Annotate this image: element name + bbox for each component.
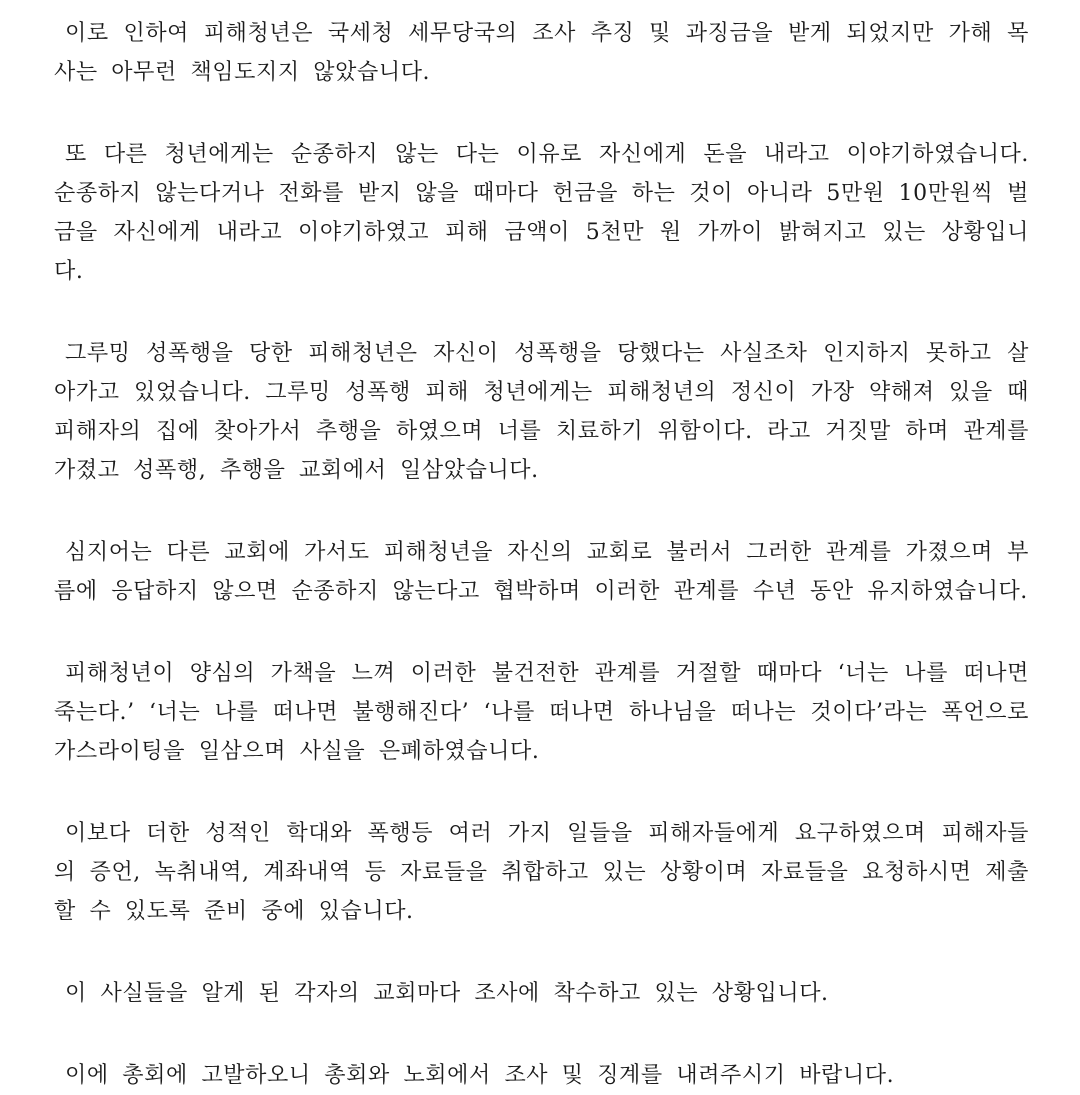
paragraph-request: 이에 총회에 고발하오니 총회와 노회에서 조사 및 징계를 내려주시기 바랍니다. xyxy=(65,1063,895,1088)
document-body xyxy=(54,14,1029,1095)
paragraph-evidence: 이보다 더한 성적인 학대와 폭행등 여러 가지 일들을 피해자들에게 요구하였으며 피해자들의 증언, 녹취내역, 계좌내역 등 자료들을 취합하고 있는 상황이며 자료들을 요청하시면 제출할 수 있도록 준비 중에 있습니다. xyxy=(54,821,1029,924)
paragraph-tax-penalty: 이로 인하여 피해청년은 국세청 세무당국의 조사 추징 및 과징금을 받게 되었지만 가해 목사는 아무런 책임도지지 않았습니다. xyxy=(54,21,1029,85)
paragraph-fines: 또 다른 청년에게는 순종하지 않는 다는 이유로 자신에게 돈을 내라고 이야기하였습니다. 순종하지 않는다거나 전화를 받지 않을 때마다 헌금을 하는 것이 아니라 5만원 10만원씩 벌금을 자신에게 내라고 이야기하였고 피해 금액이 5천만 원 가까이 밝혀지고 있는 상황입니다. xyxy=(54,142,1029,284)
paragraph-gaslighting: 피해청년이 양심의 가책을 느껴 이러한 불건전한 관계를 거절할 때마다 ‘너는 나를 떠나면 죽는다.’ ‘너는 나를 떠나면 불행해진다’ ‘나를 떠나면 하나님을 떠나는 것이다’라는 폭언으로 가스라이팅을 일삼으며 사실을 은폐하였습니다. xyxy=(54,661,1029,764)
paragraph-investigation: 이 사실들을 알게 된 각자의 교회마다 조사에 착수하고 있는 상황입니다. xyxy=(65,981,829,1006)
paragraph-grooming: 그루밍 성폭행을 당한 피해청년은 자신이 성폭행을 당했다는 사실조차 인지하지 못하고 살아가고 있었습니다. 그루밍 성폭행 피해 청년에게는 피해청년의 정신이 가장 약해져 있을 때 피해자의 집에 찾아가서 추행을 하였으며 너를 치료하기 위함이다. 라고 거짓말 하며 관계를 가졌고 성폭행, 추행을 교회에서 일삼았습니다. xyxy=(54,341,1029,483)
paragraph-coercion: 심지어는 다른 교회에 가서도 피해청년을 자신의 교회로 불러서 그러한 관계를 가졌으며 부름에 응답하지 않으면 순종하지 않는다고 협박하며 이러한 관계를 수년 동안 유지하였습니다. xyxy=(54,540,1029,604)
